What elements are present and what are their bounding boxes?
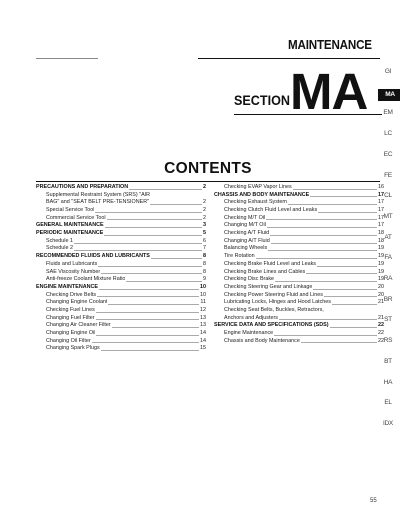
toc-dot-leader	[95, 212, 202, 213]
toc-entry-label: Checking A/T Fluid	[224, 230, 270, 237]
toc-dot-leader	[266, 219, 377, 220]
section-tab-cl[interactable]: CL	[384, 192, 392, 200]
toc-entry-page: 5	[203, 230, 206, 237]
toc-entry-label: Checking Exhaust System	[224, 199, 287, 206]
toc-dot-leader	[105, 227, 202, 228]
toc-right-column	[214, 184, 384, 345]
toc-dot-leader	[332, 304, 377, 305]
toc-entry[interactable]	[214, 338, 384, 346]
toc-entry-page: 6	[203, 237, 206, 244]
toc-dot-leader	[97, 296, 199, 297]
toc-entry-page: 2	[203, 199, 206, 206]
toc-entry-label: Anti-freeze Coolant Mixture Ratio	[46, 276, 126, 283]
toc-entry-page: 22	[378, 330, 384, 337]
section-tab-idx[interactable]: IDX	[383, 419, 393, 427]
toc-dot-leader	[96, 335, 199, 336]
toc-entry-label: Checking Seat Belts, Buckles, Retractors,	[224, 306, 324, 313]
toc-entry-label: Changing M/T Oil	[224, 222, 266, 229]
toc-entry-label: Commercial Service Tool	[46, 214, 106, 221]
toc-entry[interactable]	[214, 322, 384, 330]
toc-entry[interactable]	[214, 284, 384, 292]
section-tab-lc[interactable]: LC	[384, 130, 392, 138]
toc-dot-leader	[112, 327, 199, 328]
toc-entry[interactable]	[214, 199, 384, 207]
toc-entry[interactable]	[214, 246, 384, 254]
toc-entry-label: SAE Viscosity Number	[46, 268, 101, 275]
section-tab-ma[interactable]: MA	[378, 89, 400, 101]
toc-entry[interactable]	[36, 199, 206, 207]
toc-entry-page: 21	[378, 299, 384, 306]
toc-entry-label: Changing Engine Oil	[46, 330, 96, 337]
toc-entry[interactable]	[214, 230, 384, 238]
toc-entry[interactable]	[214, 261, 384, 269]
toc-entry-page: 13	[200, 314, 206, 321]
toc-entry-page: 2	[203, 214, 206, 221]
toc-entry-page: 8	[203, 268, 206, 275]
toc-dot-leader	[74, 243, 202, 244]
toc-dot-leader	[271, 243, 377, 244]
toc-entry-label: Changing Oil Filter	[46, 337, 91, 344]
toc-entry-page: 9	[203, 276, 206, 283]
toc-entry-page: 19	[378, 276, 384, 283]
toc-dot-leader	[310, 196, 377, 197]
toc-entry[interactable]	[214, 253, 384, 261]
toc-dot-leader	[288, 204, 377, 205]
toc-entry-label: CHASSIS AND BODY MAINTENANCE	[214, 191, 310, 198]
toc-dot-leader	[279, 319, 377, 320]
toc-entry[interactable]	[36, 330, 206, 338]
toc-entry[interactable]	[36, 215, 206, 223]
toc-entry[interactable]	[214, 192, 384, 200]
toc-entry[interactable]	[36, 307, 206, 315]
toc-entry[interactable]	[36, 322, 206, 330]
section-tab-bt[interactable]: BT	[384, 357, 392, 365]
toc-entry-page: 19	[378, 245, 384, 252]
section-tab-gi[interactable]: GI	[384, 68, 392, 75]
toc-dot-leader	[267, 227, 377, 228]
toc-left-column	[36, 184, 206, 353]
toc-entry-page: 17	[378, 214, 384, 221]
toc-entry-page: 18	[378, 230, 384, 237]
toc-entry-label: Checking M/T Oil	[224, 214, 266, 221]
toc-entry[interactable]	[214, 330, 384, 338]
toc-entry-page: 2	[203, 183, 206, 190]
toc-dot-leader	[317, 266, 377, 267]
toc-entry-label: Checking Disc Brake	[224, 276, 275, 283]
toc-entry-page: 17	[378, 207, 384, 214]
toc-entry[interactable]	[36, 253, 206, 261]
contents-heading: CONTENTS	[164, 160, 252, 177]
toc-entry-label: Tire Rotation	[224, 253, 255, 260]
toc-entry-label: ENGINE MAINTENANCE	[36, 283, 98, 290]
toc-entry-label: Schedule 1	[46, 237, 73, 244]
toc-entry-page: 11	[200, 299, 206, 306]
contents-rule	[36, 181, 380, 182]
toc-dot-leader	[274, 335, 377, 336]
section-tab-br[interactable]: BR	[383, 295, 393, 303]
toc-dot-leader	[126, 281, 202, 282]
toc-entry-page: 10	[200, 283, 206, 290]
section-rule	[234, 114, 382, 115]
toc-entry[interactable]	[36, 192, 206, 200]
title-rule-right	[198, 58, 380, 59]
toc-dot-leader	[107, 219, 202, 220]
toc-entry[interactable]	[214, 307, 384, 315]
toc-entry-page: 8	[203, 253, 206, 260]
toc-entry-label: GENERAL MAINTENANCE	[36, 222, 104, 229]
toc-entry-page: 19	[378, 260, 384, 267]
toc-entry[interactable]	[36, 315, 206, 323]
toc-dot-leader	[275, 281, 377, 282]
toc-entry-page: 19	[378, 268, 384, 275]
section-tab-fe[interactable]: FE	[384, 171, 392, 179]
toc-dot-leader	[313, 289, 377, 290]
toc-dot-leader	[104, 235, 202, 236]
toc-dot-leader	[306, 273, 377, 274]
toc-entry[interactable]	[214, 215, 384, 223]
toc-entry-label: Schedule 2	[46, 245, 73, 252]
toc-entry-label: Changing Engine Coolant	[46, 299, 108, 306]
toc-entry-label: Special Service Tool	[46, 207, 95, 214]
toc-dot-leader	[256, 258, 377, 259]
toc-entry[interactable]	[36, 207, 206, 215]
toc-dot-leader	[330, 327, 377, 328]
toc-dot-leader	[301, 342, 377, 343]
toc-entry[interactable]	[36, 238, 206, 246]
toc-entry-page: 22	[378, 322, 384, 329]
toc-entry-label: Checking Fuel Lines	[46, 306, 95, 313]
toc-entry-label: Engine Maintenance	[224, 330, 274, 337]
section-tab-st[interactable]: ST	[384, 316, 392, 324]
toc-entry[interactable]	[214, 276, 384, 284]
toc-entry[interactable]	[36, 184, 206, 192]
toc-entry-page: 17	[378, 199, 384, 206]
toc-dot-leader	[98, 266, 202, 267]
toc-dot-leader	[101, 350, 199, 351]
section-tab-em[interactable]: EM	[383, 109, 393, 117]
page-title: MAINTENANCE	[288, 38, 372, 52]
toc-entry-label: Checking Steering Gear and Linkage	[224, 283, 313, 290]
page-number: 55	[370, 498, 377, 504]
section-tab-fa[interactable]: FA	[384, 254, 392, 262]
toc-entry-label: Checking Brake Lines and Cables	[224, 268, 306, 275]
toc-entry-label: Checking EVAP Vapor Lines	[224, 183, 292, 190]
section-tab-ra[interactable]: RA	[383, 275, 393, 282]
section-label: SECTION	[234, 92, 291, 108]
toc-entry-label: Checking Clutch Fluid Level and Leaks	[224, 207, 318, 214]
section-tab-rs[interactable]: RS	[383, 337, 393, 345]
toc-entry-page: 2	[203, 207, 206, 214]
toc-entry-label: Changing Air Cleaner Filter	[46, 322, 111, 329]
toc-entry-label: Changing Spark Plugs	[46, 345, 100, 352]
toc-entry[interactable]	[36, 261, 206, 269]
toc-entry-label: PERIODIC MAINTENANCE	[36, 230, 104, 237]
toc-entry-label: Checking Power Steering Fluid and Lines	[224, 291, 323, 298]
toc-entry-page: 13	[200, 322, 206, 329]
toc-entry-label: Checking Brake Fluid Level and Leaks	[224, 260, 316, 267]
toc-entry-page: 20	[378, 283, 384, 290]
toc-entry-label: SERVICE DATA AND SPECIFICATIONS (SDS)	[214, 322, 329, 329]
section-tab-el[interactable]: EL	[384, 399, 392, 407]
toc-entry-page: 12	[200, 306, 206, 313]
toc-dot-leader	[96, 319, 199, 320]
toc-entry-label: Anchors and Adjusters	[224, 314, 278, 321]
toc-entry-page: 21	[378, 314, 384, 321]
toc-entry-page: 14	[200, 337, 206, 344]
toc-dot-leader	[74, 250, 202, 251]
toc-entry-label: Checking Drive Belts	[46, 291, 97, 298]
toc-entry-label: Chassis and Body Maintenance	[224, 337, 300, 344]
toc-dot-leader	[318, 212, 377, 213]
toc-entry[interactable]	[36, 269, 206, 277]
toc-entry[interactable]	[36, 338, 206, 346]
toc-dot-leader	[96, 312, 199, 313]
toc-entry[interactable]	[36, 222, 206, 230]
toc-entry-label: Changing Fuel Filter	[46, 314, 95, 321]
toc-entry-page: 16	[378, 183, 384, 190]
toc-dot-leader	[129, 189, 202, 190]
section-tab-ha[interactable]: HA	[383, 378, 393, 386]
toc-dot-leader	[151, 258, 202, 259]
toc-dot-leader	[150, 204, 202, 205]
toc-entry-page: 8	[203, 260, 206, 267]
toc-entry-label: Balancing Wheels	[224, 245, 268, 252]
toc-entry[interactable]	[36, 246, 206, 254]
toc-dot-leader	[92, 342, 199, 343]
toc-entry[interactable]	[214, 207, 384, 215]
toc-entry-page: 10	[200, 291, 206, 298]
toc-entry-label: Lubricating Locks, Hinges and Hood Latches	[224, 299, 331, 306]
toc-dot-leader	[268, 250, 377, 251]
toc-entry[interactable]	[214, 238, 384, 246]
toc-entry-label: RECOMMENDED FLUIDS AND LUBRICANTS	[36, 253, 150, 260]
toc-entry-page: 14	[200, 330, 206, 337]
toc-dot-leader	[270, 235, 377, 236]
section-tab-mt[interactable]: MT	[383, 212, 393, 220]
toc-entry-label: Changing A/T Fluid	[224, 237, 270, 244]
toc-entry-label: Fluids and Lubricants	[46, 260, 98, 267]
toc-dot-leader	[293, 189, 377, 190]
section-code: MA	[290, 63, 368, 120]
toc-entry-page: 15	[200, 345, 206, 352]
toc-dot-leader	[101, 273, 202, 274]
toc-dot-leader	[99, 289, 199, 290]
toc-entry-page: 3	[203, 222, 206, 229]
title-rule-left	[36, 58, 98, 59]
section-tab-ec[interactable]: EC	[383, 150, 393, 158]
toc-entry-page: 19	[378, 253, 384, 260]
section-tab-at[interactable]: AT	[384, 233, 392, 241]
toc-entry-page: 7	[203, 245, 206, 252]
toc-entry[interactable]	[214, 299, 384, 307]
toc-entry-page: 18	[378, 237, 384, 244]
toc-entry[interactable]	[36, 299, 206, 307]
toc-entry[interactable]	[36, 284, 206, 292]
toc-entry[interactable]	[214, 292, 384, 300]
toc-entry-label: PRECAUTIONS AND PREPARATION	[36, 183, 129, 190]
toc-entry[interactable]	[214, 269, 384, 277]
toc-entry[interactable]	[36, 345, 206, 353]
toc-entry-page: 20	[378, 291, 384, 298]
toc-entry-page: 17	[378, 191, 384, 198]
toc-entry[interactable]	[36, 276, 206, 284]
toc-entry[interactable]	[36, 230, 206, 238]
toc-entry[interactable]	[214, 315, 384, 323]
toc-entry-page: 17	[378, 222, 384, 229]
toc-entry[interactable]	[36, 292, 206, 300]
toc-dot-leader	[108, 304, 199, 305]
toc-entry[interactable]	[214, 222, 384, 230]
toc-entry-label: BAG" and "SEAT BELT PRE-TENSIONER"	[46, 199, 150, 206]
toc-entry-page: 22	[378, 337, 384, 344]
toc-entry-label: Supplemental Restraint System (SRS) "AIR	[46, 191, 151, 198]
toc-entry[interactable]	[214, 184, 384, 192]
toc-dot-leader	[324, 296, 377, 297]
